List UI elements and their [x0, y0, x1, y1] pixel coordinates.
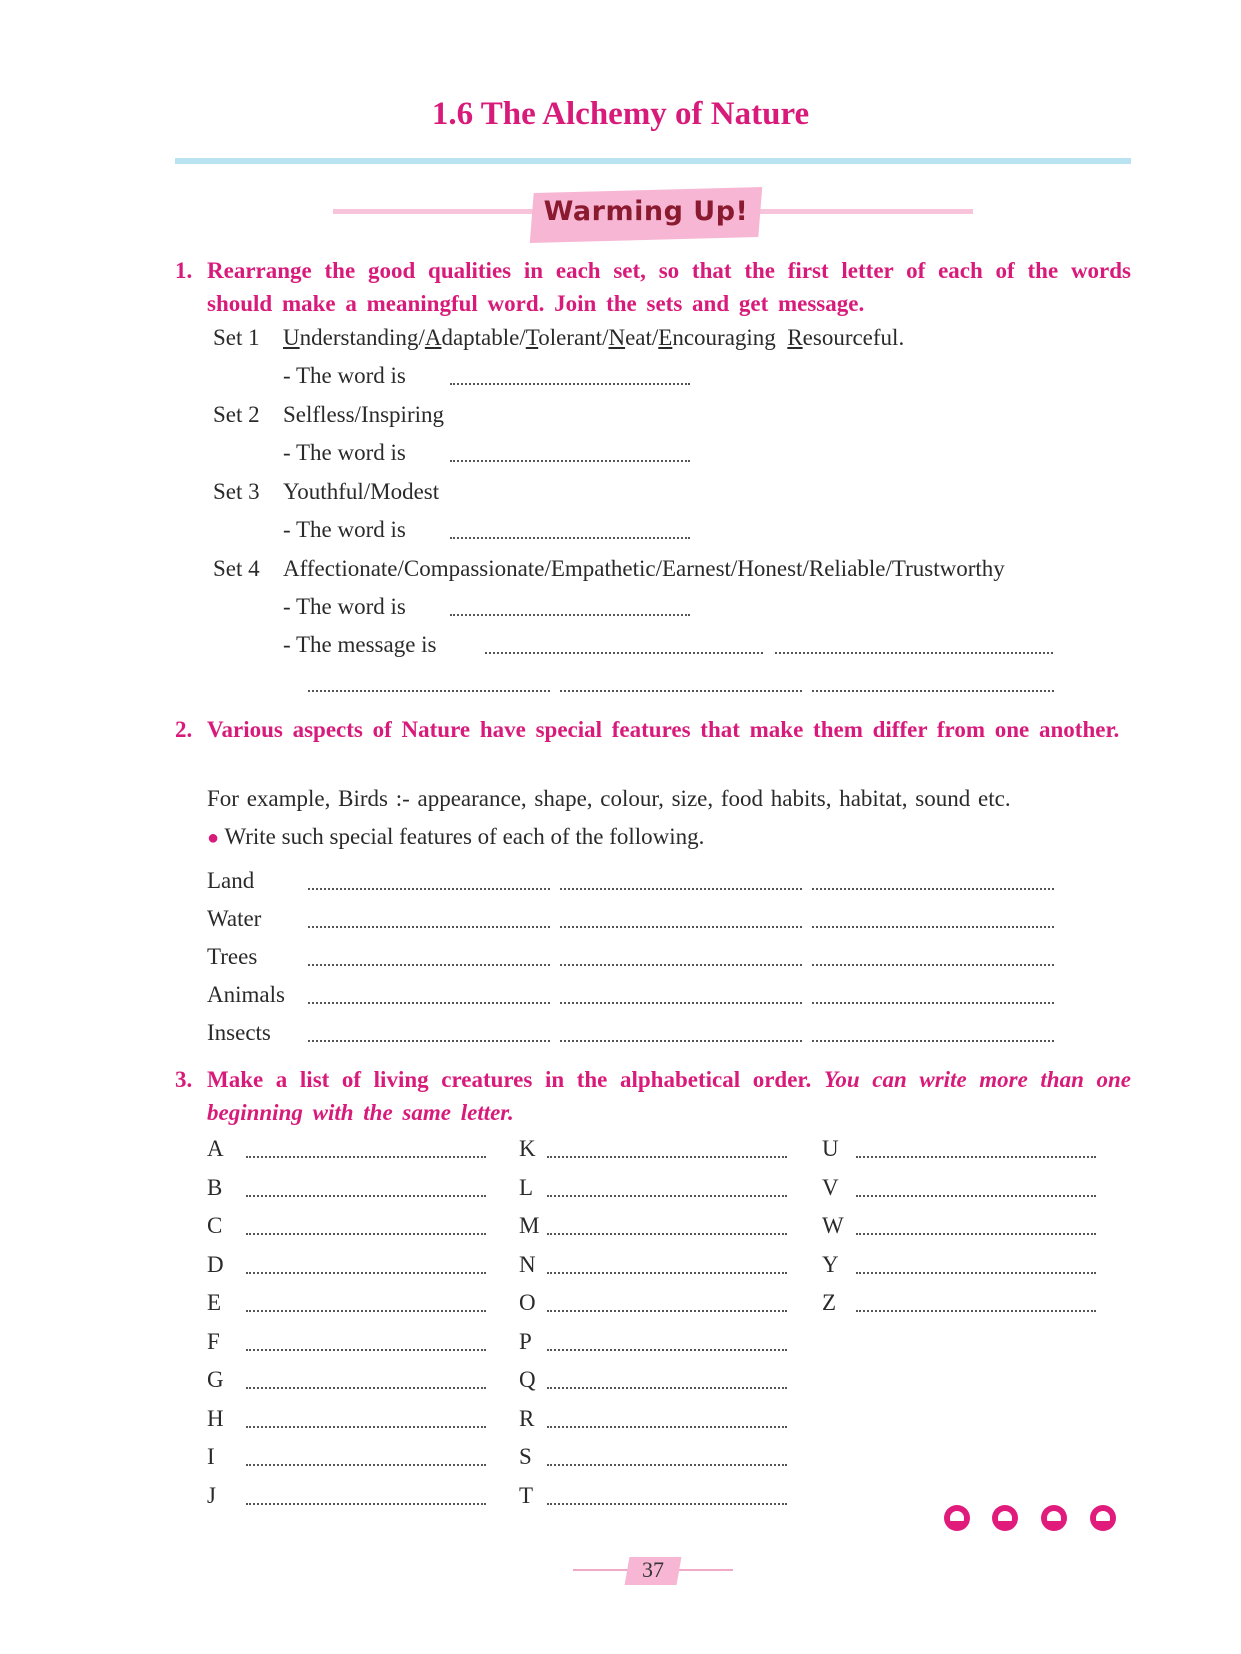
answer-line[interactable] — [246, 1387, 486, 1389]
word-prompt: - The word is — [283, 594, 406, 619]
set-1-word: Tolerant — [525, 325, 603, 350]
letter-label: I — [207, 1444, 215, 1469]
letter-label: P — [519, 1328, 532, 1354]
answer-line[interactable] — [308, 1040, 550, 1042]
letter-label: T — [519, 1482, 534, 1508]
answer-line[interactable] — [856, 1233, 1096, 1235]
word-prompt: - The word is — [283, 517, 406, 542]
answer-line[interactable] — [856, 1156, 1096, 1158]
answer-line[interactable] — [450, 537, 690, 539]
answer-line[interactable] — [547, 1426, 787, 1428]
set-1-word: Encouraging — [658, 325, 776, 350]
set-1-words: Understanding/Adaptable/Tolerant/Neat/Encouraging Resourceful. — [283, 325, 905, 350]
page-title: 1.6 The Alchemy of Nature — [431, 96, 810, 132]
letter-label: B — [207, 1174, 223, 1200]
letter-label: L — [519, 1174, 534, 1200]
answer-line[interactable] — [246, 1426, 486, 1428]
question-2-text: Various aspects of Nature have special features that make them differ from one another. — [207, 717, 1120, 742]
answer-line[interactable] — [246, 1464, 486, 1466]
answer-line[interactable] — [308, 690, 550, 692]
answer-line[interactable] — [246, 1272, 486, 1274]
question-3-number: 3. — [175, 1067, 193, 1092]
answer-line[interactable] — [856, 1195, 1096, 1197]
answer-line[interactable] — [450, 460, 690, 462]
set-4-label: Set 4 — [213, 556, 260, 581]
answer-line[interactable] — [547, 1503, 787, 1505]
set-2-words: Selfless/Inspiring — [283, 402, 444, 427]
decorative-circle-icon — [1041, 1505, 1067, 1531]
answer-line[interactable] — [547, 1156, 787, 1158]
answer-line[interactable] — [308, 926, 550, 928]
answer-line[interactable] — [812, 888, 1054, 890]
letter-label: E — [207, 1290, 222, 1315]
answer-line[interactable] — [560, 690, 802, 692]
letter-label: O — [519, 1290, 536, 1315]
answer-line[interactable] — [856, 1310, 1096, 1312]
question-3-text: Make a list of living creatures in the alphabetical order. You can write more than one beginning with the same letter. — [207, 1067, 1131, 1125]
letter-label: N — [519, 1251, 536, 1277]
answer-line[interactable] — [560, 926, 802, 928]
answer-line[interactable] — [450, 383, 690, 385]
feature-label: Trees — [207, 944, 258, 969]
letter-label: H — [207, 1405, 224, 1431]
answer-line[interactable] — [547, 1233, 787, 1235]
message-prompt: - The message is — [283, 632, 437, 657]
answer-line[interactable] — [308, 1002, 550, 1004]
answer-line[interactable] — [547, 1387, 787, 1389]
question-2 — [175, 713, 1131, 746]
feature-label: Water — [207, 906, 262, 931]
question-2-number: 2. — [175, 717, 193, 742]
letter-label: R — [519, 1405, 535, 1431]
decorative-circle-icon — [1090, 1505, 1116, 1531]
question-3 — [175, 1063, 1131, 1129]
question-1 — [175, 254, 1131, 320]
question-2-instruction — [207, 824, 704, 850]
answer-line[interactable] — [246, 1503, 486, 1505]
letter-label: W — [822, 1213, 844, 1238]
letter-label: Q — [519, 1367, 536, 1392]
answer-line[interactable] — [485, 652, 763, 654]
answer-line[interactable] — [560, 1002, 802, 1004]
answer-line[interactable] — [246, 1310, 486, 1312]
letter-label: K — [519, 1136, 536, 1161]
answer-line[interactable] — [547, 1195, 787, 1197]
letter-label: M — [519, 1213, 540, 1238]
letter-label: C — [207, 1213, 223, 1238]
warming-up-heading: Warming Up! — [543, 196, 749, 227]
answer-line[interactable] — [775, 652, 1053, 654]
question-1-number: 1. — [175, 258, 193, 283]
answer-line[interactable] — [547, 1310, 787, 1312]
page-number: 37 — [642, 1557, 664, 1582]
answer-line[interactable] — [547, 1349, 787, 1351]
letter-label: A — [207, 1136, 224, 1161]
set-3-words: Youthful/Modest — [283, 479, 440, 504]
answer-line[interactable] — [812, 1040, 1054, 1042]
answer-line[interactable] — [246, 1233, 486, 1235]
set-3-label: Set 3 — [213, 479, 260, 504]
letter-label: G — [207, 1367, 224, 1392]
answer-line[interactable] — [812, 690, 1054, 692]
instruction-text: Write such special features of each of the following. — [224, 824, 705, 849]
answer-line[interactable] — [547, 1272, 787, 1274]
answer-line[interactable] — [560, 888, 802, 890]
set-1-label: Set 1 — [213, 325, 260, 350]
feature-label: Land — [207, 868, 255, 893]
letter-label: U — [822, 1136, 839, 1161]
bullet-icon: ● — [207, 827, 220, 849]
letter-label: J — [207, 1482, 216, 1508]
answer-line[interactable] — [450, 614, 690, 616]
title-divider — [175, 158, 1131, 164]
letter-label: Y — [822, 1251, 839, 1277]
question-2-example: For example, Birds :- appearance, shape, colour, size, food habits, habitat, sound etc. — [207, 786, 1011, 811]
set-1-word: Adaptable — [424, 325, 520, 350]
letter-label: F — [207, 1328, 220, 1354]
letter-label: D — [207, 1251, 224, 1277]
set-2-label: Set 2 — [213, 402, 260, 427]
feature-label: Insects — [207, 1020, 271, 1045]
answer-line[interactable] — [812, 926, 1054, 928]
question-1-text: Rearrange the good qualities in each set, so that the first letter of each of the words should make a meaningful word. Join the sets and get message. — [207, 258, 1131, 316]
letter-label: S — [519, 1444, 532, 1469]
feature-label: Animals — [207, 982, 285, 1007]
decorative-circle-icon — [992, 1505, 1018, 1531]
letter-label: V — [822, 1174, 839, 1200]
answer-line[interactable] — [308, 964, 550, 966]
word-prompt: - The word is — [283, 363, 406, 388]
word-prompt: - The word is — [283, 440, 406, 465]
answer-line[interactable] — [560, 1040, 802, 1042]
letter-label: Z — [822, 1290, 837, 1315]
answer-line[interactable] — [856, 1272, 1096, 1274]
set-4-words: Affectionate/Compassionate/Empathetic/Earnest/Honest/Reliable/Trustworthy — [283, 556, 1005, 581]
answer-line[interactable] — [547, 1464, 787, 1466]
answer-line[interactable] — [560, 964, 802, 966]
answer-line[interactable] — [246, 1195, 486, 1197]
answer-line[interactable] — [246, 1349, 486, 1351]
set-1-word: Neat — [608, 325, 652, 350]
answer-line[interactable] — [812, 964, 1054, 966]
answer-line[interactable] — [308, 888, 550, 890]
answer-line[interactable] — [812, 1002, 1054, 1004]
set-1-word: Understanding — [283, 325, 419, 350]
decorative-circle-icon — [944, 1505, 970, 1531]
answer-line[interactable] — [246, 1156, 486, 1158]
set-1-word: Resourceful. — [787, 325, 905, 350]
